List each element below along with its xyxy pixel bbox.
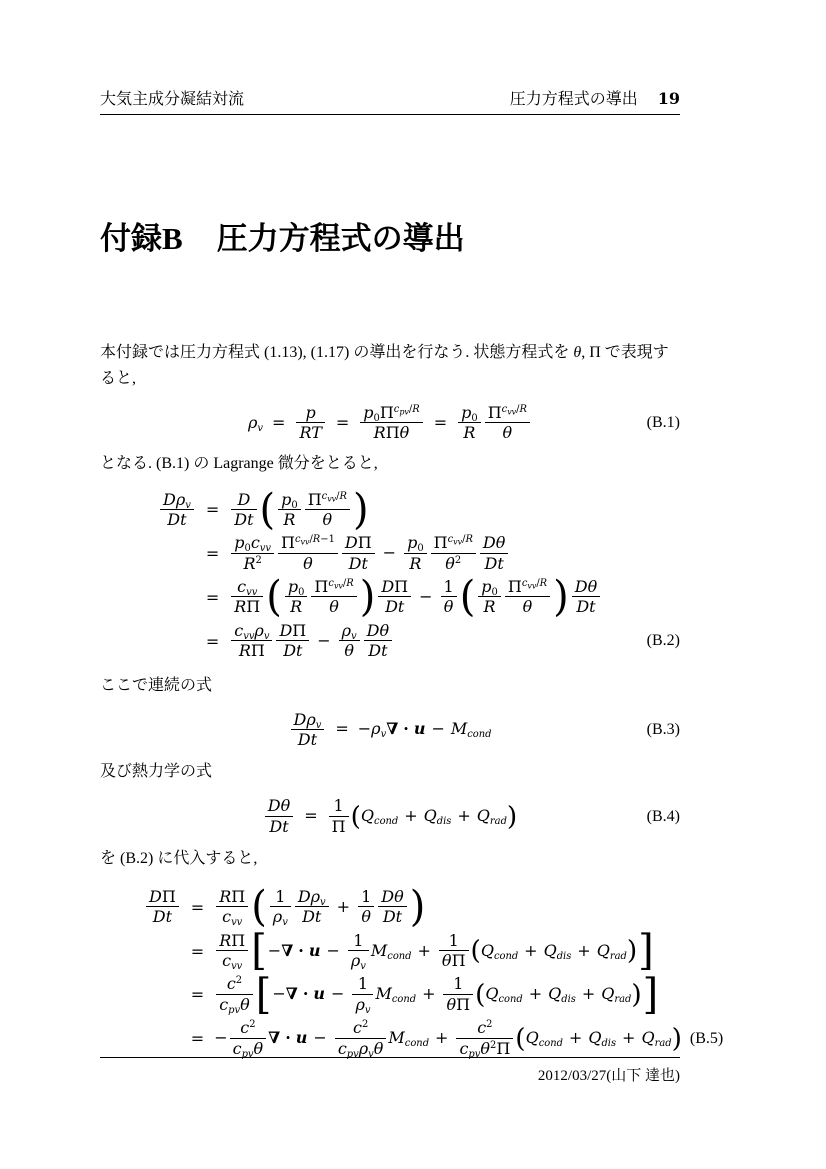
- equation-b2-row2: $p_0c_{vv}$ $R^2$ $\Pi^{c_{vv}/R-1}$ θ $\frac{D\Pi}{Dt}$ − $\frac{p_0}{R}$ $\Pi^{c_{vv}/R}$ $\theta^2$ $\frac{D\theta}{Dt}$: [229, 534, 510, 573]
- equation-b3-body: $D\rho_v$ Dt = $-\rho_v\nabla \cdot u - M_{cond}$: [289, 719, 492, 738]
- equation-b5-row4: − $c^2$ $c_{pv}\theta$ ∇ · u − $c^2$ $c_{pv}\rho_v\theta$ $M_{cond}$ + $c^2$ $c_{pv}\theta^2\Pi$ $(Q_{cond} + Q_{dis} + Q_{rad})$: [214, 1018, 682, 1060]
- equals-sign: =: [205, 587, 220, 607]
- text-before-b5: を (B.2) に代入すると,: [100, 850, 258, 867]
- equation-b5-lhs: $\frac{D\Pi}{Dt}$: [144, 888, 181, 927]
- equation-b2-lhs: $D\rho_v$ Dt: [158, 491, 196, 530]
- header-rule: [100, 114, 680, 115]
- equation-b1-body: $\rho_v$ = $\frac{p}{RT}$ = $p_0\Pi^{c_{pv}/R}$ RΠθ = $\frac{p_0}{R}$ $\Pi^{c_{vv}/R}$ θ: [248, 413, 532, 432]
- header-running-title-left: 大気主成分凝結対流: [100, 91, 245, 108]
- text-before-b4: 及び熱力学の式: [100, 763, 213, 781]
- equation-b2: [158, 485, 680, 661]
- equation-b4-body: $\frac{D\theta}{Dt}$ = $\frac{1}{\Pi}$ $(Q_{cond} + Q_{dis} + Q_{rad})$: [263, 806, 517, 825]
- text-before-b3: ここで連続の式: [100, 676, 213, 694]
- equals-sign: =: [190, 985, 205, 1005]
- equation-b2-row1: $\frac{D}{Dt}$ ( $\frac{p_0}{R}$ $\Pi^{c_{vv}/R}$ θ ): [229, 491, 369, 530]
- equation-b3: [100, 711, 680, 750]
- intro-paragraph: 本付録では圧力方程式 (1.13), (1.17) の導出を行なう. 状態方程式を θ, Π で表現すると,: [100, 344, 669, 387]
- equals-sign: =: [190, 1029, 205, 1049]
- page-number: 19: [657, 89, 680, 108]
- header-right-group: [510, 86, 680, 109]
- page-header: [100, 86, 680, 109]
- equation-tag-b5: (B.5): [689, 1029, 724, 1047]
- footer-date-author: 2012/03/27(山下 達也): [537, 1068, 680, 1084]
- footer-rule: [100, 1057, 680, 1058]
- appendix-name: 圧力方程式の導出: [216, 221, 465, 256]
- equation-b2-row4: $c_{vv}\rho_v$ RΠ $\frac{D\Pi}{Dt}$ − $\frac{\rho_v}{\theta}$ $\frac{D\theta}{Dt}$: [229, 622, 394, 661]
- equals-sign: =: [190, 897, 205, 917]
- equation-tag-b3: (B.3): [646, 720, 680, 738]
- header-section-title: 圧力方程式の導出: [509, 91, 638, 108]
- appendix-label: 付録B: [100, 221, 183, 256]
- equation-tag-b1: (B.1): [646, 414, 680, 432]
- equals-sign: =: [190, 941, 205, 961]
- equation-b5-row3: $c^2$ $c_{pv}\theta$ [−∇ · u − $\frac{1}{\rho_v}$ $M_{cond}$ + $\frac{1}{\theta\Pi}$ $(Q_{cond} + Q_{dis} + Q_{rad})$]: [214, 975, 659, 1014]
- appendix-title: [100, 213, 680, 258]
- equation-b2-row3: $c_{vv}$ RΠ ( $\frac{p_0}{R}$ $\Pi^{c_{vv}/R}$ θ ) $\frac{D\Pi}{Dt}$ − $\frac{1}{\theta}$ ( $\frac{p_0}{R}$ $\Pi^{c_{vv}/R}$ θ ) $\frac{D\theta}{Dt}$: [229, 578, 602, 617]
- equation-tag-b4: (B.4): [646, 807, 680, 825]
- equals-sign: =: [205, 544, 220, 564]
- equation-tag-b2: (B.2): [646, 632, 680, 650]
- equals-sign: =: [205, 500, 220, 520]
- equation-b1: [100, 404, 680, 443]
- equation-b5: [144, 883, 724, 1060]
- equation-b5-row2: RΠ $c_{vv}$ [−∇ · u − $\frac{1}{\rho_v}$ $M_{cond}$ + $\frac{1}{\theta\Pi}$ $(Q_{cond} + Q_{dis} + Q_{rad})$]: [214, 932, 655, 971]
- page-footer: [100, 1052, 680, 1085]
- equation-b4: [100, 797, 680, 836]
- equals-sign: =: [205, 631, 220, 651]
- text-after-b1: となる. (B.1) の Lagrange 微分をとると,: [100, 454, 378, 472]
- equation-b5-row1: RΠ $c_{vv}$ ( $\frac{1}{\rho_v}$ $D\rho_v$ Dt + $\frac{1}{\theta}$ $\frac{D\theta}{Dt}$ ): [214, 888, 426, 927]
